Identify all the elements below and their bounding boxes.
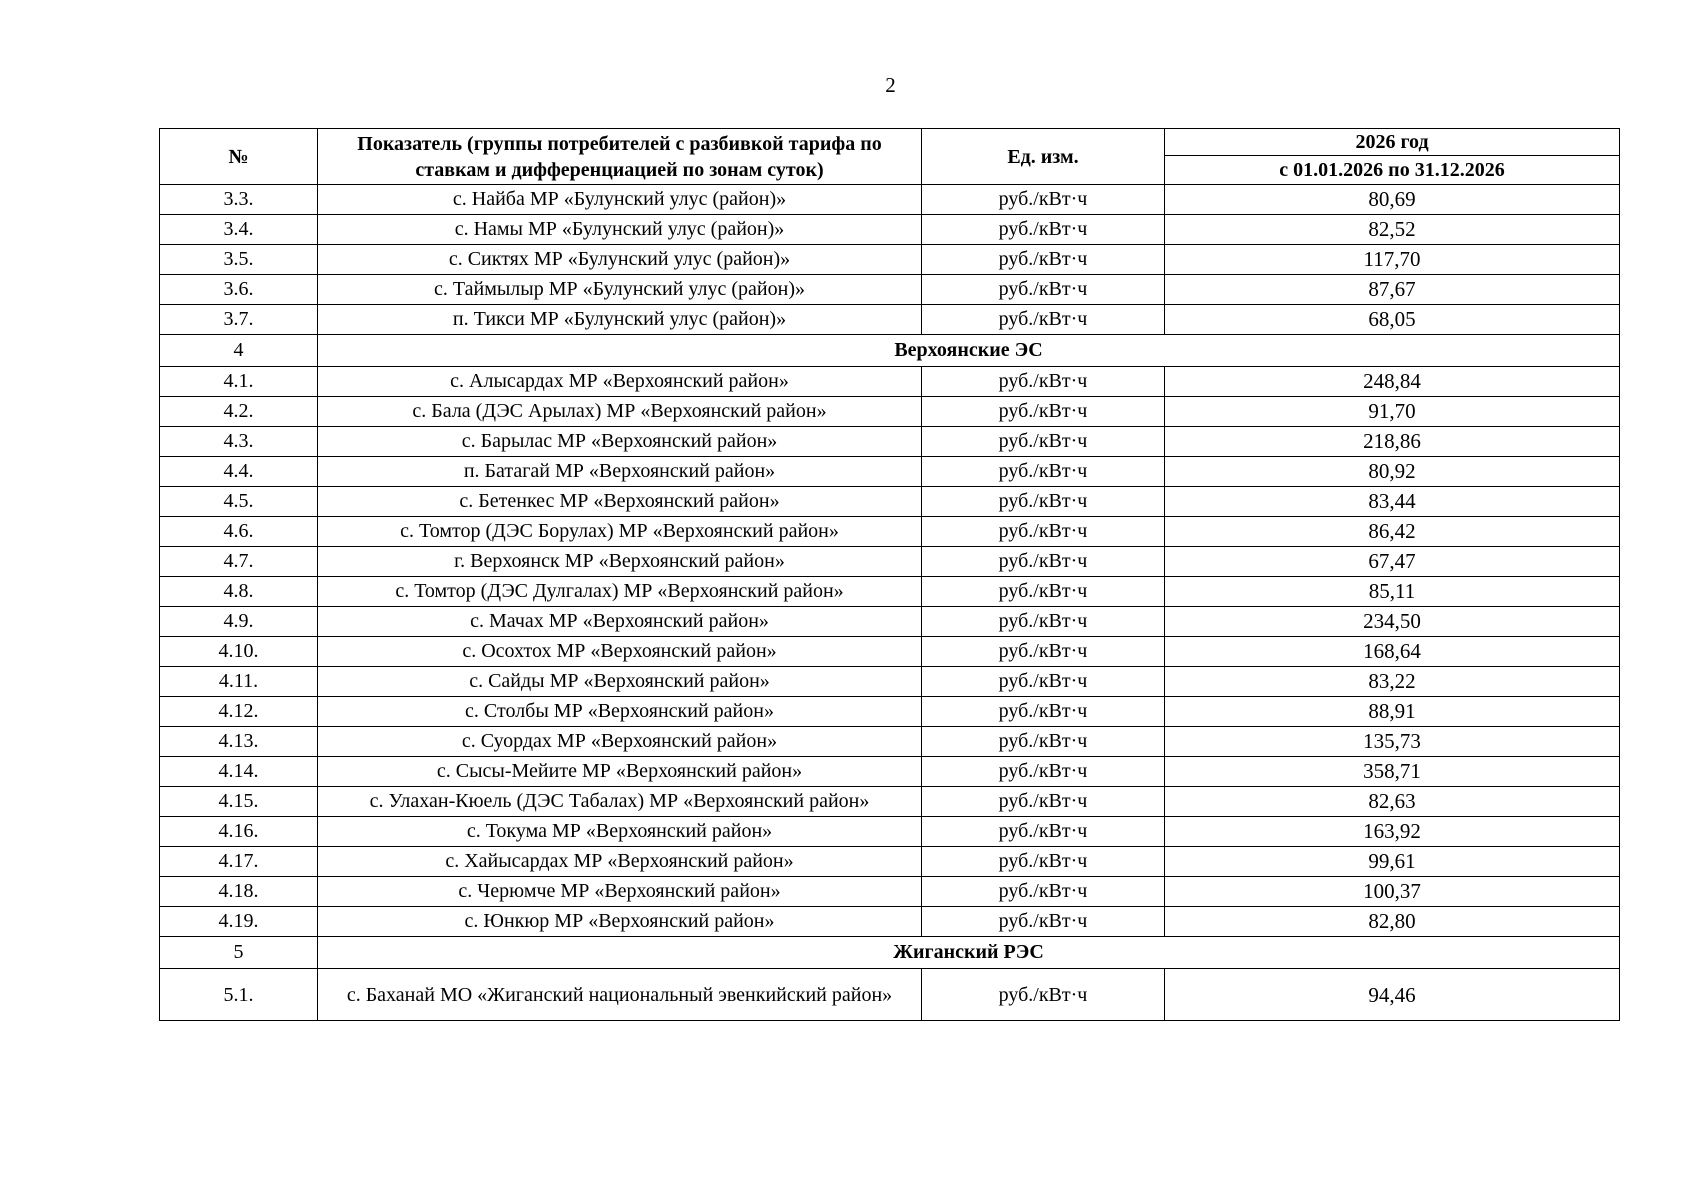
name-cell: с. Осохтох МР «Верхоянский район» xyxy=(318,637,922,667)
unit-cell: руб./кВт·ч xyxy=(922,487,1165,517)
table-row xyxy=(160,517,1620,547)
num-cell: 4.10. xyxy=(160,637,318,667)
value-cell: 99,61 xyxy=(1165,847,1620,877)
table-row xyxy=(160,697,1620,727)
num-cell: 4.11. xyxy=(160,667,318,697)
table-row xyxy=(160,969,1620,1021)
unit-cell: руб./кВт·ч xyxy=(922,275,1165,305)
table-row xyxy=(160,637,1620,667)
unit-cell: руб./кВт·ч xyxy=(922,215,1165,245)
value-cell: 163,92 xyxy=(1165,817,1620,847)
table-row xyxy=(160,185,1620,215)
value-cell: 67,47 xyxy=(1165,547,1620,577)
unit-cell: руб./кВт·ч xyxy=(922,667,1165,697)
value-cell: 358,71 xyxy=(1165,757,1620,787)
tariff-table xyxy=(159,128,1620,1021)
num-cell: 4.16. xyxy=(160,817,318,847)
header-year: 2026 год xyxy=(1165,129,1620,156)
unit-cell: руб./кВт·ч xyxy=(922,245,1165,275)
value-cell: 80,92 xyxy=(1165,457,1620,487)
num-cell: 4.12. xyxy=(160,697,318,727)
name-cell: с. Томтор (ДЭС Дулгалах) МР «Верхоянский район» xyxy=(318,577,922,607)
name-cell: с. Черюмче МР «Верхоянский район» xyxy=(318,877,922,907)
group-row xyxy=(160,937,1620,969)
value-cell: 94,46 xyxy=(1165,969,1620,1021)
name-cell: с. Бетенкес МР «Верхоянский район» xyxy=(318,487,922,517)
unit-cell: руб./кВт·ч xyxy=(922,185,1165,215)
value-cell: 82,52 xyxy=(1165,215,1620,245)
group-num-cell: 4 xyxy=(160,335,318,367)
value-cell: 248,84 xyxy=(1165,367,1620,397)
name-cell: с. Таймылыр МР «Булунский улус (район)» xyxy=(318,275,922,305)
name-cell: с. Бала (ДЭС Арылах) МР «Верхоянский район» xyxy=(318,397,922,427)
table-row xyxy=(160,847,1620,877)
num-cell: 4.4. xyxy=(160,457,318,487)
name-cell: с. Хайысардах МР «Верхоянский район» xyxy=(318,847,922,877)
value-cell: 87,67 xyxy=(1165,275,1620,305)
unit-cell: руб./кВт·ч xyxy=(922,727,1165,757)
name-cell: с. Найба МР «Булунский улус (район)» xyxy=(318,185,922,215)
num-cell: 4.14. xyxy=(160,757,318,787)
num-cell: 5.1. xyxy=(160,969,318,1021)
value-cell: 83,44 xyxy=(1165,487,1620,517)
value-cell: 117,70 xyxy=(1165,245,1620,275)
table-row xyxy=(160,215,1620,245)
value-cell: 168,64 xyxy=(1165,637,1620,667)
value-cell: 86,42 xyxy=(1165,517,1620,547)
unit-cell: руб./кВт·ч xyxy=(922,817,1165,847)
num-cell: 4.19. xyxy=(160,907,318,937)
name-cell: с. Мачах МР «Верхоянский район» xyxy=(318,607,922,637)
num-cell: 4.13. xyxy=(160,727,318,757)
table-row xyxy=(160,367,1620,397)
name-cell: с. Юнкюр МР «Верхоянский район» xyxy=(318,907,922,937)
value-cell: 80,69 xyxy=(1165,185,1620,215)
table-row xyxy=(160,757,1620,787)
page-number: 2 xyxy=(885,73,896,97)
num-cell: 3.5. xyxy=(160,245,318,275)
table-row xyxy=(160,305,1620,335)
unit-cell: руб./кВт·ч xyxy=(922,547,1165,577)
name-cell: с. Токума МР «Верхоянский район» xyxy=(318,817,922,847)
group-num-cell: 5 xyxy=(160,937,318,969)
header-num: № xyxy=(160,129,318,185)
table-row xyxy=(160,727,1620,757)
value-cell: 83,22 xyxy=(1165,667,1620,697)
name-cell: п. Тикси МР «Булунский улус (район)» xyxy=(318,305,922,335)
num-cell: 4.1. xyxy=(160,367,318,397)
num-cell: 3.7. xyxy=(160,305,318,335)
value-cell: 68,05 xyxy=(1165,305,1620,335)
table-row xyxy=(160,275,1620,305)
num-cell: 4.5. xyxy=(160,487,318,517)
unit-cell: руб./кВт·ч xyxy=(922,787,1165,817)
group-row xyxy=(160,335,1620,367)
unit-cell: руб./кВт·ч xyxy=(922,607,1165,637)
table-row xyxy=(160,667,1620,697)
unit-cell: руб./кВт·ч xyxy=(922,397,1165,427)
num-cell: 4.15. xyxy=(160,787,318,817)
table-row xyxy=(160,245,1620,275)
unit-cell: руб./кВт·ч xyxy=(922,907,1165,937)
value-cell: 218,86 xyxy=(1165,427,1620,457)
unit-cell: руб./кВт·ч xyxy=(922,427,1165,457)
table-row xyxy=(160,457,1620,487)
group-name-cell: Верхоянские ЭС xyxy=(318,335,1620,367)
name-cell: с. Суордах МР «Верхоянский район» xyxy=(318,727,922,757)
num-cell: 4.18. xyxy=(160,877,318,907)
name-cell: с. Сайды МР «Верхоянский район» xyxy=(318,667,922,697)
name-cell: с. Алысардах МР «Верхоянский район» xyxy=(318,367,922,397)
num-cell: 4.7. xyxy=(160,547,318,577)
name-cell: с. Намы МР «Булунский улус (район)» xyxy=(318,215,922,245)
name-cell: с. Улахан-Кюель (ДЭС Табалах) МР «Верхоянский район» xyxy=(318,787,922,817)
name-cell: г. Верхоянск МР «Верхоянский район» xyxy=(318,547,922,577)
name-cell: с. Сысы-Мейите МР «Верхоянский район» xyxy=(318,757,922,787)
value-cell: 85,11 xyxy=(1165,577,1620,607)
name-cell: с. Сиктях МР «Булунский улус (район)» xyxy=(318,245,922,275)
value-cell: 234,50 xyxy=(1165,607,1620,637)
table-row xyxy=(160,787,1620,817)
value-cell: 88,91 xyxy=(1165,697,1620,727)
num-cell: 4.17. xyxy=(160,847,318,877)
table-row xyxy=(160,907,1620,937)
value-cell: 91,70 xyxy=(1165,397,1620,427)
name-cell: п. Батагай МР «Верхоянский район» xyxy=(318,457,922,487)
header-unit: Ед. изм. xyxy=(922,129,1165,185)
table-row xyxy=(160,427,1620,457)
num-cell: 4.6. xyxy=(160,517,318,547)
name-cell: с. Столбы МР «Верхоянский район» xyxy=(318,697,922,727)
num-cell: 3.6. xyxy=(160,275,318,305)
table-row xyxy=(160,577,1620,607)
table-row xyxy=(160,397,1620,427)
num-cell: 3.3. xyxy=(160,185,318,215)
unit-cell: руб./кВт·ч xyxy=(922,457,1165,487)
unit-cell: руб./кВт·ч xyxy=(922,637,1165,667)
table-row xyxy=(160,487,1620,517)
name-cell: с. Томтор (ДЭС Борулах) МР «Верхоянский район» xyxy=(318,517,922,547)
unit-cell: руб./кВт·ч xyxy=(922,877,1165,907)
unit-cell: руб./кВт·ч xyxy=(922,577,1165,607)
header-period: с 01.01.2026 по 31.12.2026 xyxy=(1165,156,1620,185)
group-name-cell: Жиганский РЭС xyxy=(318,937,1620,969)
num-cell: 3.4. xyxy=(160,215,318,245)
num-cell: 4.8. xyxy=(160,577,318,607)
value-cell: 135,73 xyxy=(1165,727,1620,757)
table-row xyxy=(160,877,1620,907)
name-cell: с. Баханай МО «Жиганский национальный эвенкийский район» xyxy=(318,969,922,1021)
value-cell: 82,63 xyxy=(1165,787,1620,817)
value-cell: 100,37 xyxy=(1165,877,1620,907)
table-row xyxy=(160,547,1620,577)
unit-cell: руб./кВт·ч xyxy=(922,697,1165,727)
value-cell: 82,80 xyxy=(1165,907,1620,937)
unit-cell: руб./кВт·ч xyxy=(922,847,1165,877)
unit-cell: руб./кВт·ч xyxy=(922,367,1165,397)
table-body xyxy=(160,185,1620,1021)
table-row xyxy=(160,817,1620,847)
num-cell: 4.2. xyxy=(160,397,318,427)
unit-cell: руб./кВт·ч xyxy=(922,305,1165,335)
table-row xyxy=(160,607,1620,637)
table-header xyxy=(160,129,1620,185)
unit-cell: руб./кВт·ч xyxy=(922,969,1165,1021)
header-indicator: Показатель (группы потребителей с разбивкой тарифа по ставкам и дифференциацией по зонам суток) xyxy=(318,129,922,185)
unit-cell: руб./кВт·ч xyxy=(922,517,1165,547)
num-cell: 4.9. xyxy=(160,607,318,637)
unit-cell: руб./кВт·ч xyxy=(922,757,1165,787)
name-cell: с. Барылас МР «Верхоянский район» xyxy=(318,427,922,457)
num-cell: 4.3. xyxy=(160,427,318,457)
